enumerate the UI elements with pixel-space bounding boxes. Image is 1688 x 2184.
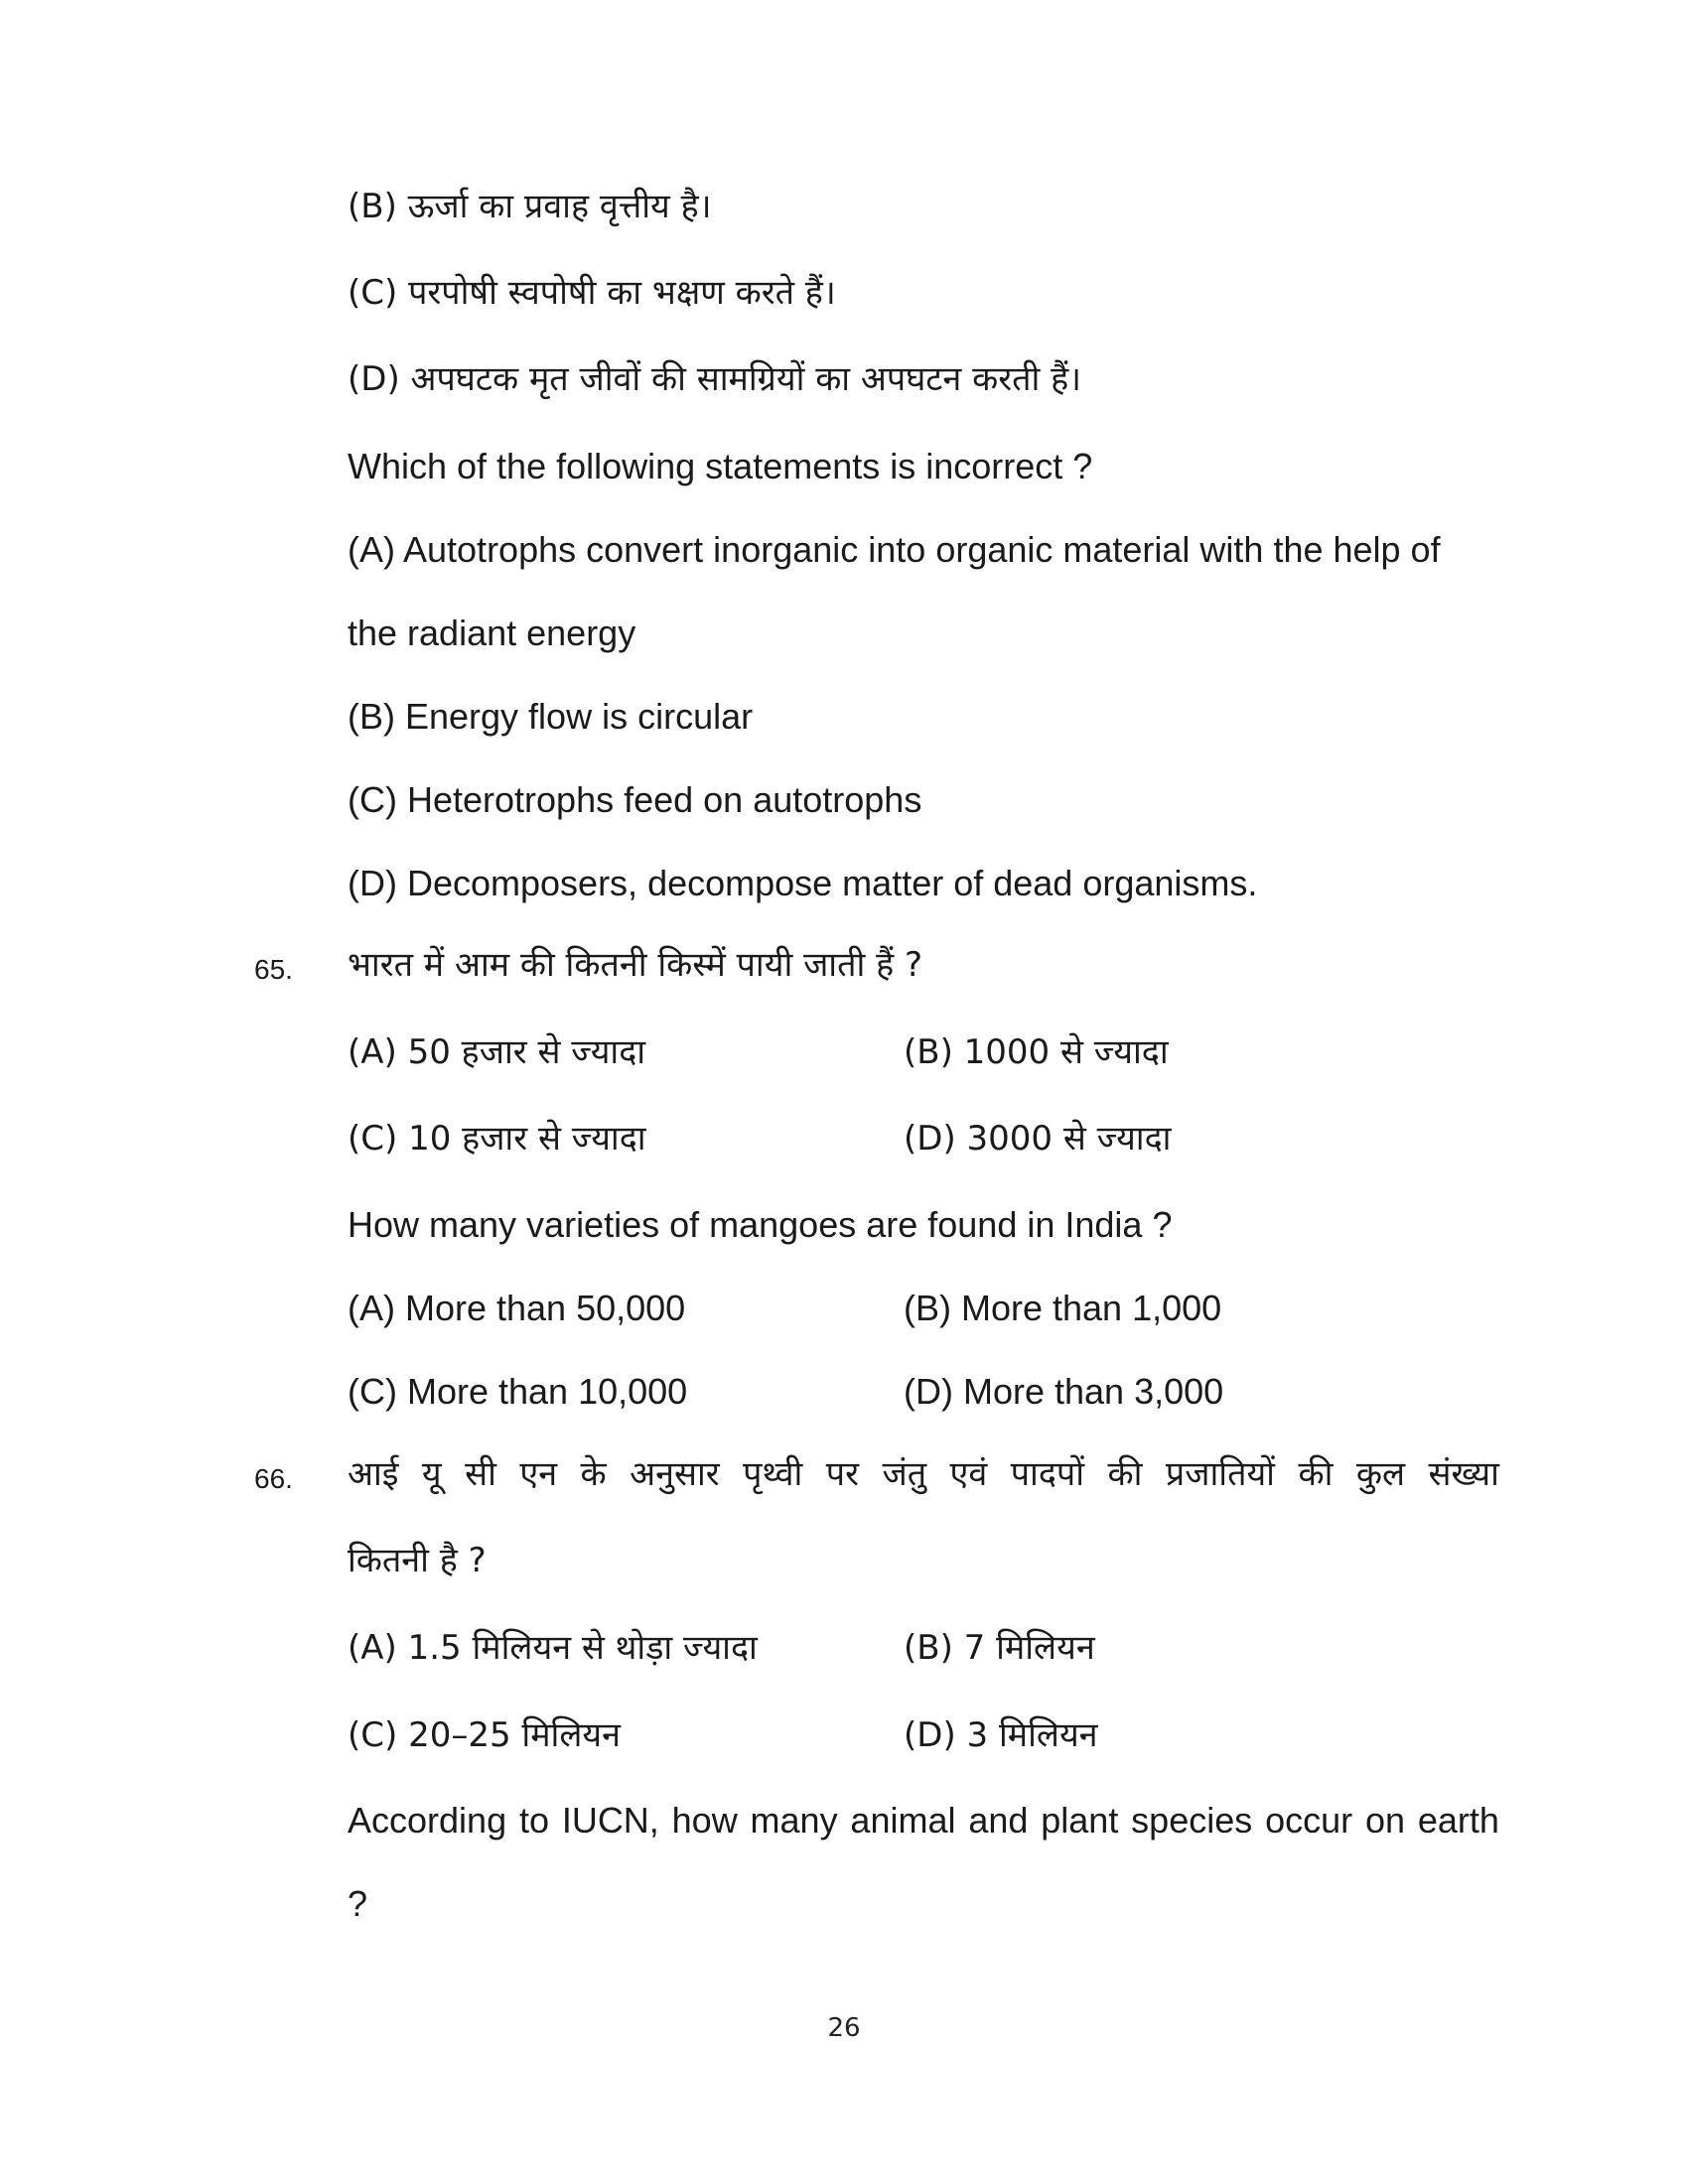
q66-en-word: on [1364,1800,1405,1841]
q64-en-option-c: (C) Heterotrophs feed on autotrophs [348,779,922,820]
q66-en-question-line2: ? [348,1883,368,1924]
q65-hi-option-c: (C) 10 हजार से ज्यादा [348,1119,646,1159]
q66-en-word: and [968,1800,1029,1841]
q64-en-question: Which of the following statements is incorrect ? [348,446,1093,486]
q66-hi-word: के [580,1454,607,1494]
q65-hi-option-b: (B) 1000 से ज्यादा [904,1032,1169,1072]
q65-number: 65. [254,954,293,985]
q64-en-option-a-text: (A) Autotrophs convert inorganic into organic material with the help of [348,529,1441,570]
q66-en-word: plant [1041,1800,1119,1841]
q64-hi-option-b: (B) ऊर्जा का प्रवाह वृत्तीय है। [348,187,712,226]
q66-hi-option-d: (D) 3 मिलियन [904,1715,1098,1755]
q66-en-word: IUCN, [561,1800,659,1841]
q66-en-word: earth [1417,1800,1499,1841]
q65-en-option-a: (A) More than 50,000 [348,1288,686,1328]
q66-hi-option-c: (C) 20–25 मिलियन [348,1715,621,1755]
q64-hi-option-c: (C) परपोषी स्वपोषी का भक्षण करते हैं। [348,273,836,313]
q65-en-option-b: (B) More than 1,000 [904,1288,1222,1328]
q66-en-word: to [518,1800,549,1841]
q66-hi-option-b: (B) 7 मिलियन [904,1628,1095,1668]
q66-hi-word: की [1298,1454,1334,1494]
q66-hi-word: पृथ्वी [743,1454,803,1494]
q65-en-option-c: (C) More than 10,000 [348,1371,688,1412]
q66-hi-word: अनुसार [630,1454,720,1494]
q66-hi-question-line1 [348,1452,1499,1496]
q66-en-question-line1 [348,1799,1499,1843]
q66-hi-word: की [1107,1454,1143,1494]
q64-en-option-b: (B) Energy flow is circular [348,696,754,737]
q64-en-option-a-line1 [348,528,1499,572]
q66-hi-word: एन [519,1454,558,1494]
page-number: 26 [827,2013,861,2043]
q64-en-option-d: (D) Decomposers, decompose matter of dead organisms. [348,863,1258,903]
q66-number: 66. [254,1463,293,1494]
q66-en-word: many [750,1800,838,1841]
q66-en-word: occur [1265,1800,1353,1841]
q66-hi-word: पर [825,1454,859,1494]
q66-hi-word: एवं [949,1454,988,1494]
q65-en-question: How many varieties of mangoes are found in India ? [348,1204,1173,1245]
q66-hi-word: सी [465,1454,496,1494]
q66-en-word: species [1131,1800,1253,1841]
q66-hi-word: यू [421,1454,442,1494]
q64-en-option-a-line2: the radiant energy [348,613,636,653]
q66-hi-word: प्रजातियों [1165,1454,1275,1494]
q66-hi-option-a: (A) 1.5 मिलियन से थोड़ा ज्यादा [348,1628,758,1668]
q66-en-word: animal [850,1800,956,1841]
q66-hi-word: संख्या [1428,1454,1499,1494]
q64-hi-option-d: (D) अपघटक मृत जीवों की सामग्रियों का अपघटन करती हैं। [348,359,1082,399]
q65-hi-option-a: (A) 50 हजार से ज्यादा [348,1032,646,1072]
q66-hi-question-line2: कितनी है ? [348,1541,487,1580]
q66-hi-word: पादपों [1010,1454,1085,1494]
q66-en-word: According [348,1800,507,1841]
q65-hi-option-d: (D) 3000 से ज्यादा [904,1119,1172,1159]
q66-hi-word: कुल [1355,1454,1406,1494]
q66-en-word: how [671,1800,738,1841]
q65-en-option-d: (D) More than 3,000 [904,1371,1224,1412]
q65-hi-question: भारत में आम की कितनी किस्में पायी जाती हैं ? [348,945,923,985]
q66-hi-word: जंतु [882,1454,927,1494]
q66-hi-word: आई [348,1454,399,1494]
